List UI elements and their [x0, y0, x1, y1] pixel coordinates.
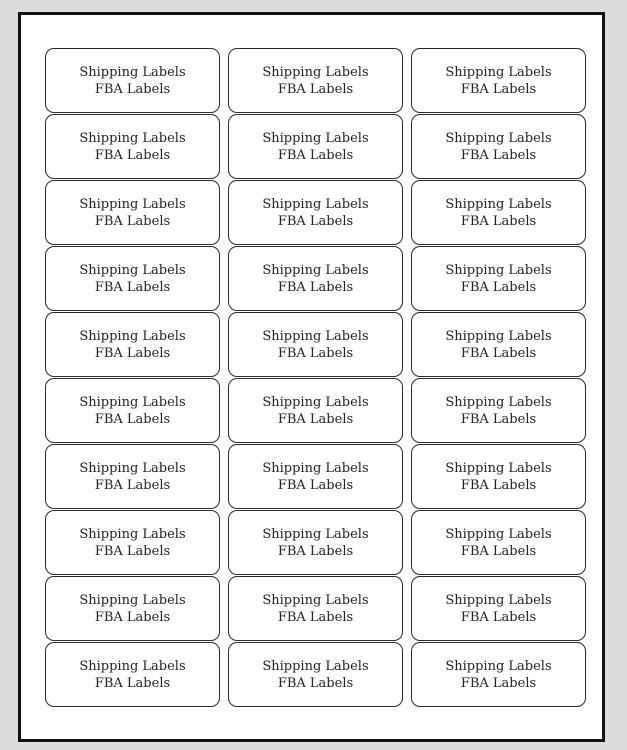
- label-line-2: FBA Labels: [460, 543, 537, 559]
- label-line-2: FBA Labels: [460, 675, 537, 691]
- label-grid: [45, 48, 586, 707]
- shipping-label[interactable]: [45, 576, 220, 641]
- label-line-2: FBA Labels: [277, 675, 354, 691]
- label-line-2: FBA Labels: [460, 609, 537, 625]
- label-line-2: FBA Labels: [94, 609, 171, 625]
- shipping-label[interactable]: [411, 312, 586, 377]
- label-line-2: FBA Labels: [94, 675, 171, 691]
- label-line-2: FBA Labels: [94, 543, 171, 559]
- label-line-1: Shipping Labels: [445, 64, 552, 80]
- shipping-label[interactable]: [45, 180, 220, 245]
- shipping-label[interactable]: [411, 114, 586, 179]
- label-line-1: Shipping Labels: [445, 262, 552, 278]
- shipping-label[interactable]: [411, 180, 586, 245]
- shipping-label[interactable]: [45, 378, 220, 443]
- shipping-label[interactable]: [45, 444, 220, 509]
- label-line-2: FBA Labels: [460, 279, 537, 295]
- shipping-label[interactable]: [411, 576, 586, 641]
- label-line-1: Shipping Labels: [79, 262, 186, 278]
- shipping-label[interactable]: [45, 246, 220, 311]
- shipping-label[interactable]: [45, 114, 220, 179]
- label-line-1: Shipping Labels: [79, 526, 186, 542]
- label-line-1: Shipping Labels: [262, 526, 369, 542]
- label-line-2: FBA Labels: [277, 411, 354, 427]
- shipping-label[interactable]: [228, 576, 403, 641]
- shipping-label[interactable]: [411, 48, 586, 113]
- label-line-1: Shipping Labels: [79, 394, 186, 410]
- shipping-label[interactable]: [228, 378, 403, 443]
- label-line-1: Shipping Labels: [445, 328, 552, 344]
- label-line-1: Shipping Labels: [79, 658, 186, 674]
- label-line-2: FBA Labels: [94, 279, 171, 295]
- label-line-2: FBA Labels: [277, 477, 354, 493]
- label-line-1: Shipping Labels: [79, 592, 186, 608]
- label-line-2: FBA Labels: [460, 213, 537, 229]
- shipping-label[interactable]: [411, 510, 586, 575]
- shipping-label[interactable]: [45, 48, 220, 113]
- label-line-1: Shipping Labels: [262, 196, 369, 212]
- label-line-2: FBA Labels: [277, 213, 354, 229]
- label-line-2: FBA Labels: [277, 543, 354, 559]
- label-line-1: Shipping Labels: [79, 64, 186, 80]
- label-line-1: Shipping Labels: [262, 64, 369, 80]
- label-line-2: FBA Labels: [460, 411, 537, 427]
- label-line-2: FBA Labels: [460, 477, 537, 493]
- label-line-2: FBA Labels: [94, 81, 171, 97]
- label-line-1: Shipping Labels: [262, 394, 369, 410]
- label-line-1: Shipping Labels: [79, 196, 186, 212]
- shipping-label[interactable]: [228, 312, 403, 377]
- shipping-label[interactable]: [45, 312, 220, 377]
- shipping-label[interactable]: [228, 180, 403, 245]
- label-line-2: FBA Labels: [460, 345, 537, 361]
- shipping-label[interactable]: [45, 642, 220, 707]
- shipping-label[interactable]: [228, 642, 403, 707]
- label-line-1: Shipping Labels: [262, 592, 369, 608]
- shipping-label[interactable]: [228, 444, 403, 509]
- label-line-1: Shipping Labels: [445, 196, 552, 212]
- shipping-label[interactable]: [45, 510, 220, 575]
- label-line-1: Shipping Labels: [445, 394, 552, 410]
- shipping-label[interactable]: [411, 246, 586, 311]
- label-line-2: FBA Labels: [94, 477, 171, 493]
- label-line-2: FBA Labels: [277, 609, 354, 625]
- label-line-2: FBA Labels: [277, 81, 354, 97]
- label-line-1: Shipping Labels: [445, 460, 552, 476]
- label-line-1: Shipping Labels: [262, 328, 369, 344]
- shipping-label[interactable]: [411, 444, 586, 509]
- label-line-1: Shipping Labels: [79, 460, 186, 476]
- label-line-1: Shipping Labels: [445, 658, 552, 674]
- label-line-1: Shipping Labels: [79, 328, 186, 344]
- label-line-1: Shipping Labels: [445, 592, 552, 608]
- label-line-2: FBA Labels: [94, 147, 171, 163]
- label-line-2: FBA Labels: [94, 411, 171, 427]
- shipping-label[interactable]: [228, 246, 403, 311]
- shipping-label[interactable]: [411, 378, 586, 443]
- shipping-label[interactable]: [228, 510, 403, 575]
- label-line-2: FBA Labels: [277, 147, 354, 163]
- label-line-2: FBA Labels: [94, 345, 171, 361]
- label-line-1: Shipping Labels: [445, 130, 552, 146]
- label-line-1: Shipping Labels: [262, 130, 369, 146]
- label-line-1: Shipping Labels: [262, 658, 369, 674]
- label-line-1: Shipping Labels: [79, 130, 186, 146]
- label-line-1: Shipping Labels: [262, 262, 369, 278]
- shipping-label[interactable]: [228, 48, 403, 113]
- label-line-2: FBA Labels: [94, 213, 171, 229]
- label-line-1: Shipping Labels: [262, 460, 369, 476]
- shipping-label[interactable]: [411, 642, 586, 707]
- label-line-1: Shipping Labels: [445, 526, 552, 542]
- label-line-2: FBA Labels: [277, 279, 354, 295]
- label-line-2: FBA Labels: [460, 81, 537, 97]
- label-sheet: [18, 12, 605, 742]
- label-line-2: FBA Labels: [277, 345, 354, 361]
- shipping-label[interactable]: [228, 114, 403, 179]
- label-line-2: FBA Labels: [460, 147, 537, 163]
